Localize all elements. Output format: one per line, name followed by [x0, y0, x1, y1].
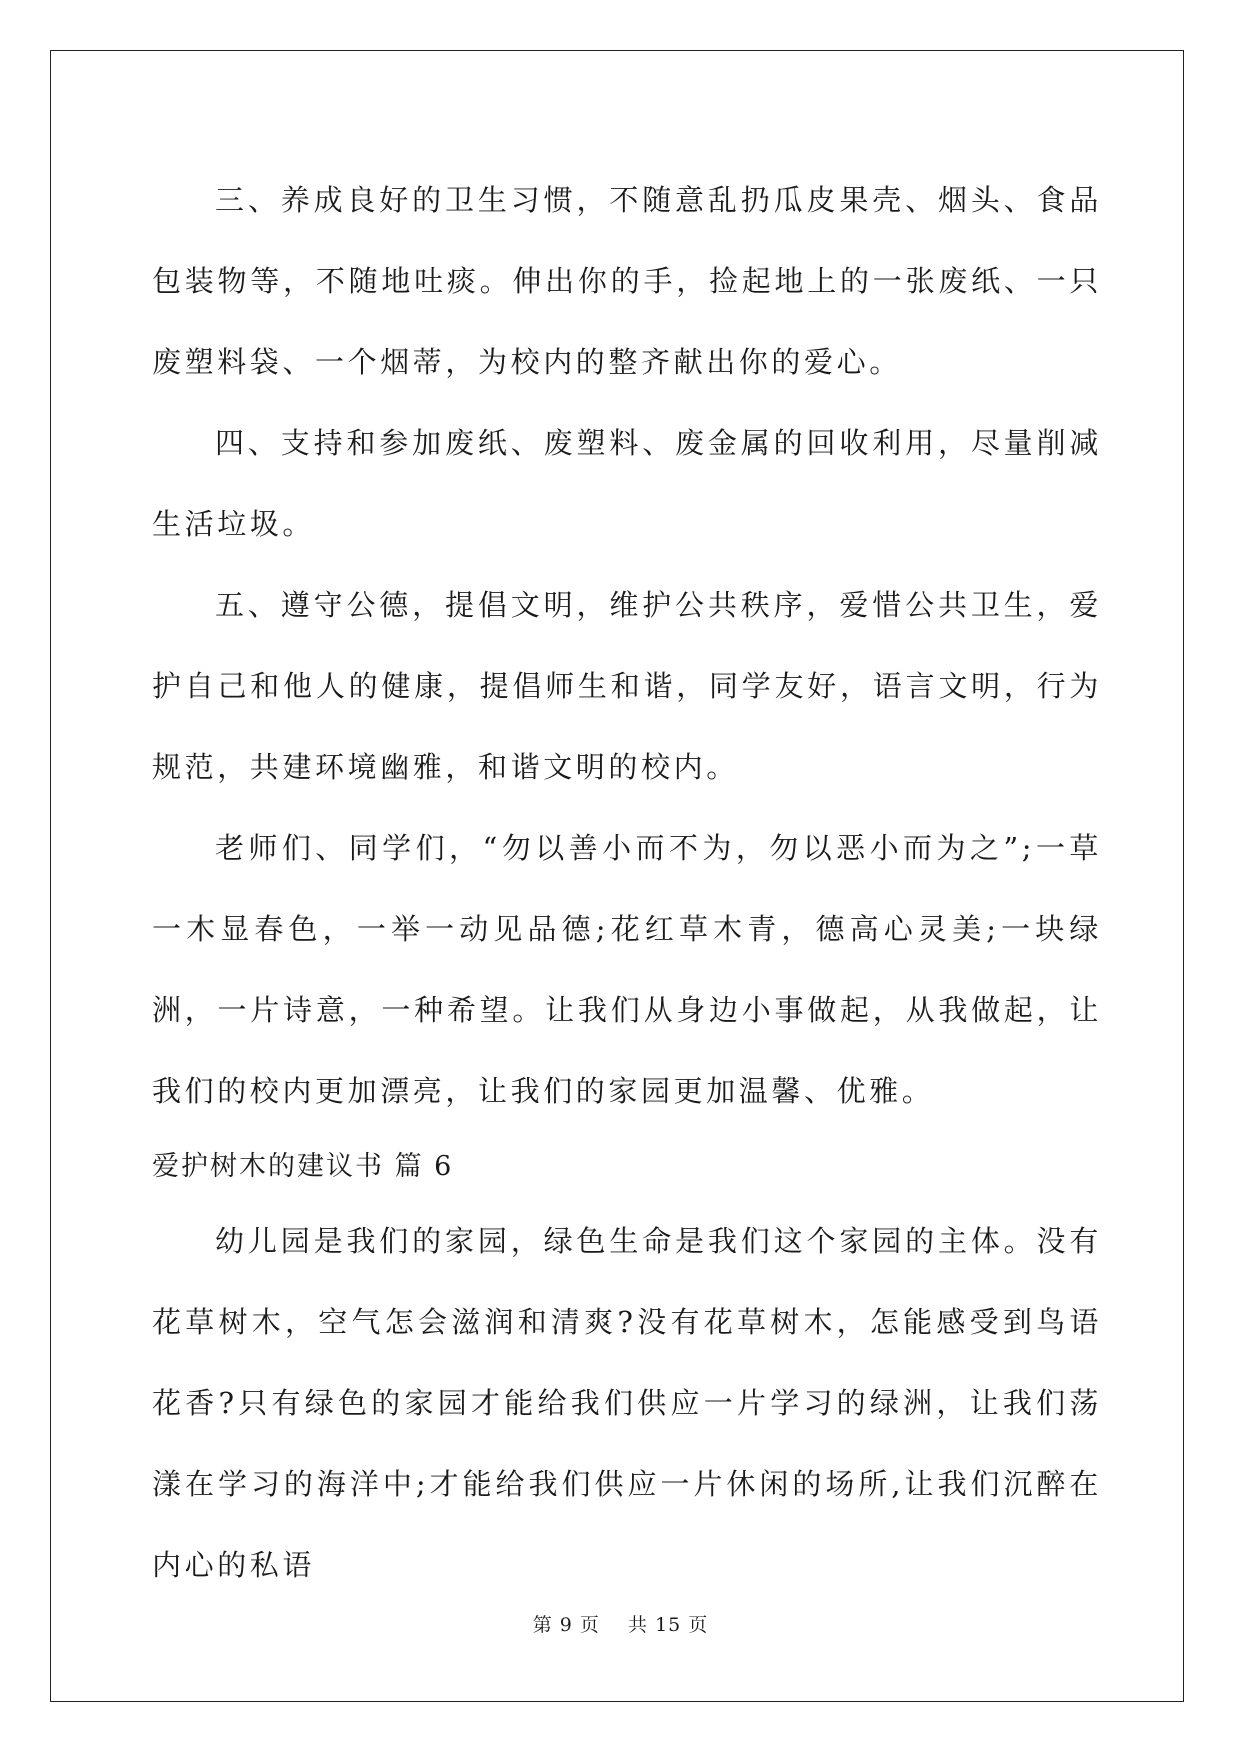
paragraph-5: 五、遵守公德，提倡文明，维护公共秩序，爱惜公共卫生，爱护自己和他人的健康，提倡师生和谐，同学友好，语言文明，行为规范，共建环境幽雅，和谐文明的校内。 — [152, 588, 1102, 784]
page-number-label: 第 9 页 共 15 页 — [532, 1614, 709, 1636]
page-footer — [0, 1610, 1241, 1637]
document-body — [152, 160, 1102, 1606]
paragraph-4: 四、支持和参加废纸、废塑料、废金属的回收利用，尽量削减生活垃圾。 — [152, 426, 1102, 541]
paragraph-3: 三、养成良好的卫生习惯，不随意乱扔瓜皮果壳、烟头、食品包装物等，不随地吐痰。伸出你的手，捡起地上的一张废纸、一只废塑料袋、一个烟蒂，为校内的整齐献出你的爱心。 — [152, 183, 1102, 379]
paragraph-closing: 老师们、同学们，“勿以善小而不为，勿以恶小而为之”;一草一木显春色，一举一动见品德;花红草木青，德高心灵美;一块绿洲，一片诗意，一种希望。让我们从身边小事做起，从我做起，让我们的校内更加漂亮，让我们的家园更加温馨、优雅。 — [152, 831, 1102, 1108]
section-heading: 爱护树木的建议书 篇 6 — [152, 1151, 454, 1182]
section-paragraph-1: 幼儿园是我们的家园，绿色生命是我们这个家园的主体。没有花草树木，空气怎会滋润和清爽?没有花草树木，怎能感受到鸟语花香?只有绿色的家园才能给我们供应一片学习的绿洲，让我们荡漾在学习的海洋中;才能给我们供应一片休闲的场所,让我们沉醉在内心的私语 — [152, 1224, 1102, 1582]
